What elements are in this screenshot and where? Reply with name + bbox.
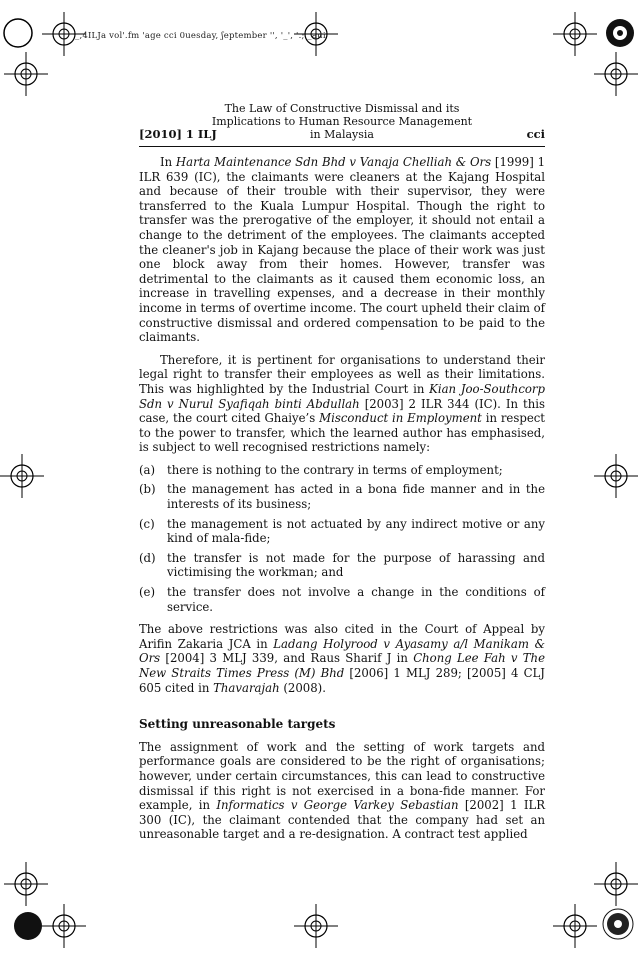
book-title: Misconduct in Employment — [319, 411, 482, 426]
crosshair-mark-left-middle — [0, 454, 44, 498]
list-item: (e) the transfer does not involve a change in the conditions of service. — [139, 585, 545, 614]
crosshair-mark-top-left-outer — [0, 15, 36, 51]
section-heading: Setting unreasonable targets — [139, 717, 336, 732]
crosshair-mark-right-upper — [594, 52, 638, 96]
solid-circle-mark-bottom-left — [10, 908, 46, 944]
crosshair-mark-right-middle — [594, 454, 638, 498]
crosshair-mark-top-right — [553, 12, 597, 56]
case-name: Chong Lee Fah v The New Straits Times Press (M) Bhd — [139, 651, 546, 680]
paragraph-1: In Harta Maintenance Sdn Bhd v Vanaja Chelliah & Ors [1999] 1 ILR 639 (IC), the claimants were cleaners at the Kajang Hospital and because of their trouble with their supervisor, they were transferred to the Kuala Lumpur Hospital. Though the right to transfer was the prerogative of the employer, it should not entail a change to the detriment of the employees. The claimants accepted the cleaner's job in Kajang because the place of their work was just one block away from their homes. However, transfer was detrimental to the claimants as it caused them economic loss, an increase in travelling expenses, and a decrease in their monthly income in terms of overtime income. The court upheld their claim of constructive dismissal and ordered compensation to be paid to the claimants. — [139, 155, 546, 345]
starburst-mark-bottom-right — [600, 906, 636, 942]
list-item: (b) the management has acted in a bona fide manner and in the interests of its business; — [139, 482, 545, 512]
header-citation: [2010] 1 ILJ — [139, 127, 217, 141]
case-name: Thavarajah — [213, 680, 280, 695]
list-item: (d) the transfer is not made for the purpose of harassing and victimising the workman; and — [139, 550, 545, 580]
crosshair-mark-bottom-center — [294, 904, 338, 948]
case-name: Harta Maintenance Sdn Bhd v Vanaja Chelliah & Ors — [175, 155, 492, 169]
case-name: Ladang Holyrood v Ayasamy a/l Manikam & Ors — [139, 636, 545, 666]
paragraph-3: The above restrictions was also cited in the Court of Appeal by Arifin Zakaria JCA in Ladang Holyrood v Ayasamy a/l Manikam & Ors [2004] 3 MLJ 339, and Raus Sharif J in Chong Lee Fah v The New Straits Times Press (M) Bhd [2006] 1 MLJ 289; [2005] 4 CLJ 605 cited in Thavarajah (2008). — [139, 622, 546, 695]
list-item: (a) there is nothing to the contrary in terms of employment; — [139, 462, 503, 477]
case-name: Informatics v George Varkey Sebastian — [216, 798, 459, 813]
starburst-mark-top-right — [602, 15, 638, 51]
crosshair-mark-left-lower — [4, 862, 48, 906]
crosshair-mark-bottom-right — [553, 904, 597, 948]
running-header — [139, 102, 545, 147]
paragraph-4: The assignment of work and the setting of work targets and performance goals are considered to be the right of organisations; however, under certain circumstances, this can lead to constructive dismissal if this right is not exercised in a bona-fide manner. For example, in Informatics v George Varkey Sebastian [2002] 1 ILR 300 (IC), the claimant contended that the company had set an unreasonable target and a re-designation. A contract test applied — [139, 739, 546, 842]
paragraph-2: Therefore, it is pertinent for organisations to understand their legal right to transfer their employees as well as their limitations. This was highlighted by the Industrial Court in Kian Joo-Southcorp Sdn v Nurul Syafiqah binti Abdullah [2003] 2 ILR 344 (IC). In this case, the court cited Ghaiye’s Misconduct in Employment in respect to the power to transfer, which the learned author has emphasised, is subject to well recognised restrictions namely: — [139, 352, 545, 455]
crosshair-mark-left-upper — [4, 52, 48, 96]
crosshair-mark-right-lower — [594, 862, 638, 906]
list-item: (c) the management is not actuated by any indirect motive or any kind of mala-fide; — [139, 516, 545, 546]
case-name: Kian Joo-Southcorp Sdn v Nurul Syafiqah binti Abdullah — [139, 381, 545, 411]
crosshair-mark-bottom-left — [42, 904, 86, 948]
header-rule — [139, 146, 545, 147]
page-body — [139, 155, 545, 850]
printer-slug-line: _,4ILJa vol'.fm 'age cci 0uesday, ʃeptember '', '_', '.; _aui — [75, 31, 326, 41]
restrictions-list — [139, 463, 545, 614]
header-page-number: cci — [526, 127, 545, 141]
header-title: The Law of Constructive Dismissal and its Implications to Human Resource Management in Malaysia — [211, 102, 473, 141]
